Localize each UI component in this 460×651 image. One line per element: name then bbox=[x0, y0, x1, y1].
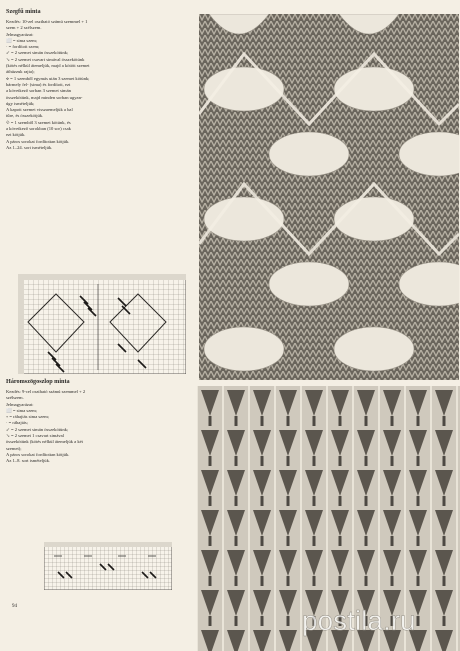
triangle-column-knitting-chart bbox=[44, 542, 172, 590]
instruction-line: (kötés nélkül átemeljük, majd a kötött szemet bbox=[6, 63, 90, 69]
instruction-line: összekötünk (kötés nélkül átemeljük a két bbox=[6, 439, 83, 445]
postila-watermark bbox=[300, 600, 460, 640]
instruction-line: bármely fel- (sima) és fordított, ezt bbox=[6, 81, 71, 87]
instruction-line: · = fordított szem; bbox=[6, 44, 40, 50]
carnation-knitting-chart bbox=[18, 274, 186, 374]
instruction-line: ⟐ = 1 szemből 3 szemet kötünk, és bbox=[6, 119, 71, 125]
instruction-line: Kezdés: 9-cel osztható számú szemmel + 2 bbox=[6, 389, 86, 394]
instruction-line: ∘ = ráhajtás sima szem; bbox=[6, 414, 50, 420]
instruction-line: ezt kötjük. bbox=[6, 132, 26, 138]
instruction-line: összekötünk, majd minden sorban ugyan- bbox=[6, 94, 83, 100]
text-column bbox=[6, 8, 190, 638]
instruction-line: a következő sorban 3 szemet simán bbox=[6, 88, 71, 94]
svg-text:postila.ru: postila.ru bbox=[302, 605, 416, 636]
instruction-line: áthúzzuk rajta); bbox=[6, 69, 35, 75]
instruction-line: ⬜ = sima szem; bbox=[6, 37, 38, 43]
instruction-line: ↙ = 2 szemet simán összekötünk; bbox=[6, 50, 69, 56]
instruction-line: A páros sorokat fordítottan kötjük. bbox=[6, 451, 70, 457]
section1-title: Szegfű minta bbox=[6, 8, 41, 15]
instruction-line: Az 1–8. sort ismételjük. bbox=[6, 458, 51, 464]
instruction-line: szem + 2 szélszem. bbox=[6, 25, 42, 31]
instruction-line: A páros sorokat fordítottan kötjük. bbox=[6, 138, 70, 144]
instruction-line: Az 1–24. sort ismételjük. bbox=[6, 144, 53, 150]
instruction-line: szélszem. bbox=[6, 395, 24, 401]
section2-instructions bbox=[6, 389, 190, 465]
carnation-pattern-knit-photo bbox=[199, 14, 459, 380]
instruction-line: úgy ismételjük; bbox=[6, 100, 35, 106]
page-number: 94 bbox=[12, 604, 17, 609]
section-triangle-column-pattern bbox=[6, 378, 190, 465]
instruction-line: ↘ = 2 szemet csavart simával összekötünk bbox=[6, 56, 85, 62]
instruction-line: · = ráhajtás; bbox=[6, 420, 28, 426]
instruction-line: Jelmagyarázat: bbox=[6, 401, 34, 407]
section1-instructions bbox=[6, 19, 190, 151]
section-carnation-pattern bbox=[6, 8, 190, 151]
instruction-line: ⬜ = sima szem; bbox=[6, 407, 38, 413]
instruction-line: Jelmagyarázat: bbox=[6, 31, 34, 37]
instruction-line: ↘ = 2 szemet 1 csavart simával bbox=[6, 433, 64, 439]
instruction-line: a következő sorokban (10 sor) csak bbox=[6, 126, 71, 132]
instruction-line: tűre, és összekötjük. bbox=[6, 113, 44, 119]
instruction-line: A kapott szemet visszaemeljük a bal bbox=[6, 107, 73, 113]
instruction-line: szemet); bbox=[6, 445, 22, 451]
section2-title: Háromszögoszlop minta bbox=[6, 378, 70, 385]
instruction-line: Kezdés: 10-zel osztható számú szemmel + 1 bbox=[6, 19, 88, 24]
instruction-line: ↙ = 2 szemet simán összekötünk; bbox=[6, 426, 69, 432]
instruction-line: ⟡ = 1 szemből egymás után 3 szemet kötünk; bbox=[6, 75, 90, 81]
